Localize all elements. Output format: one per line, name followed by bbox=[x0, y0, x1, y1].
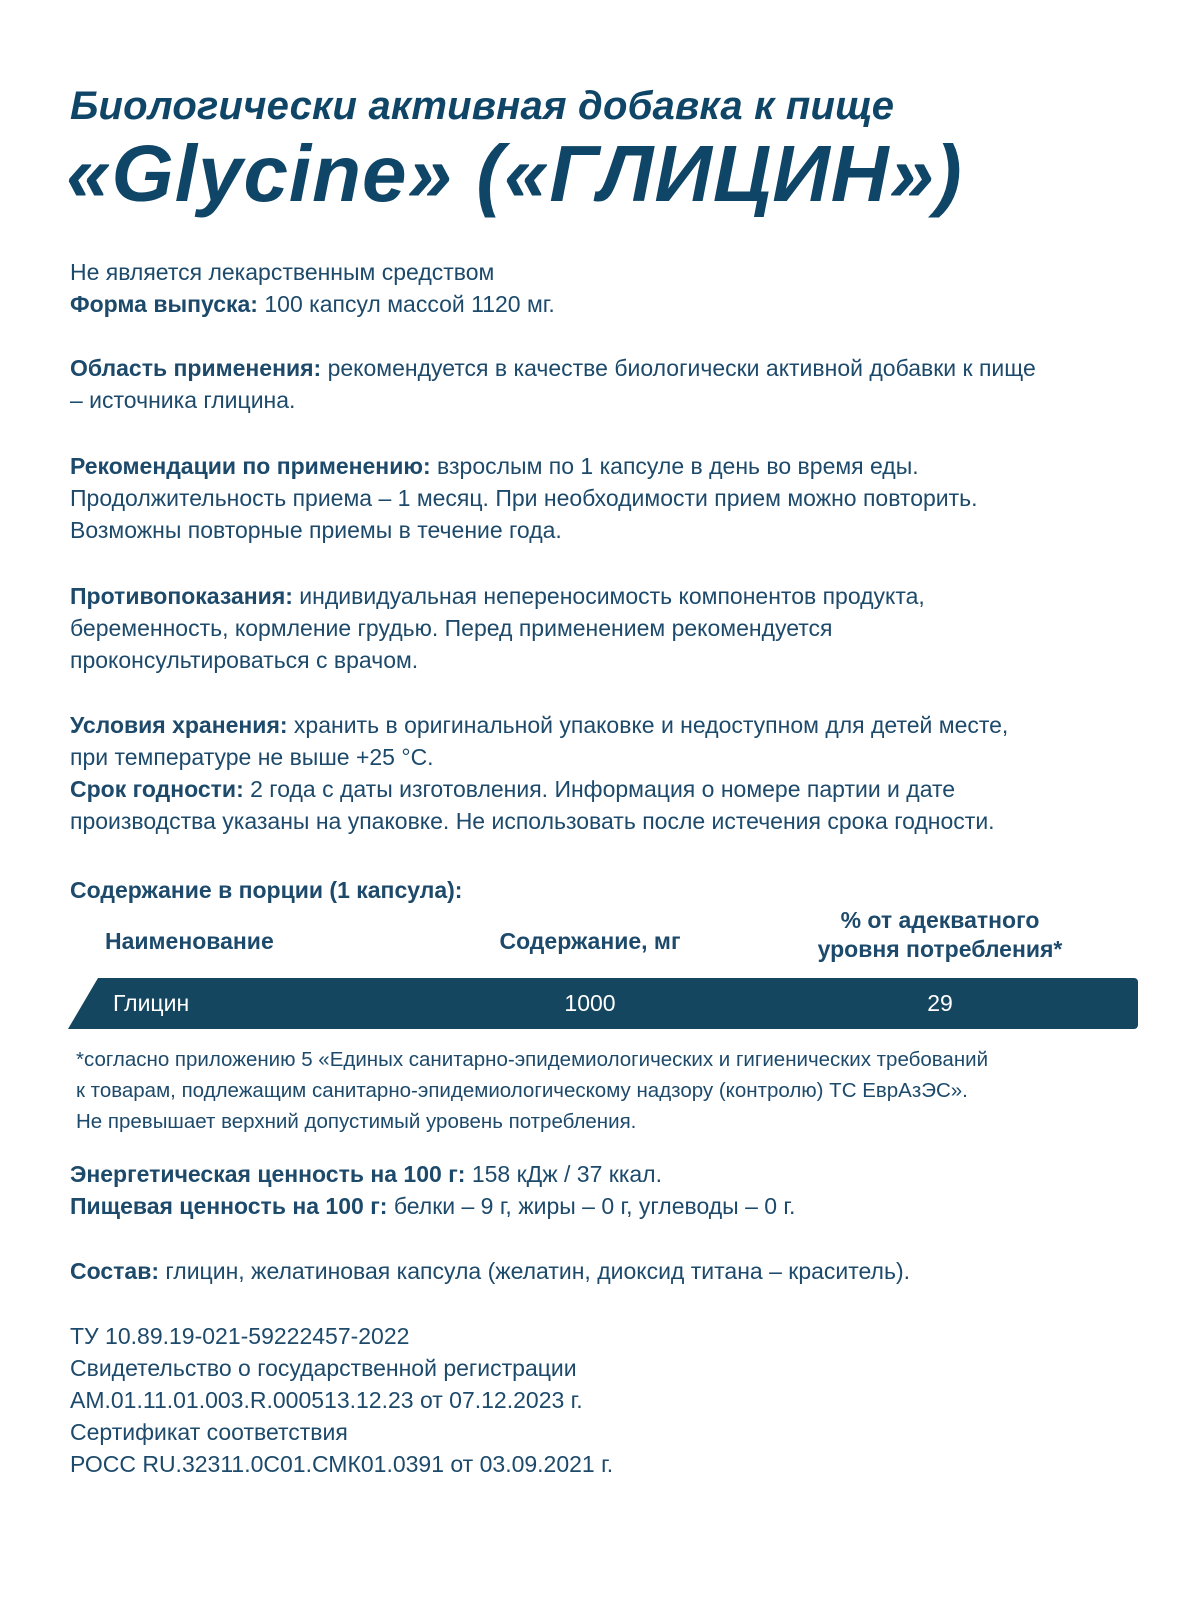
food-value: белки – 9 г, жиры – 0 г, углеводы – 0 г. bbox=[387, 1193, 796, 1219]
storage-value-2: при температуре не выше +25 °С. bbox=[70, 744, 434, 770]
column-header-percent-line-2: уровня потребления* bbox=[817, 936, 1063, 962]
application-line-1 bbox=[70, 352, 1150, 384]
column-header-content: Содержание, мг bbox=[499, 928, 681, 954]
recommendations-value-2: Продолжительность приема – 1 месяц. При необходимости прием можно повторить. bbox=[70, 485, 978, 511]
contraindications-value-2: беременность, кормление грудью. Перед применением рекомендуется bbox=[70, 615, 833, 641]
energy-label: Энергетическая ценность на 100 г: bbox=[70, 1161, 466, 1187]
footnote-line-3: Не превышает верхний допустимый уровень потребления. bbox=[76, 1110, 637, 1133]
contraindications-value-3: проконсультироваться с врачом. bbox=[70, 647, 419, 673]
energy-value: 158 кДж / 37 ккал. bbox=[465, 1161, 662, 1187]
footnote bbox=[76, 1044, 1156, 1137]
intro-section bbox=[70, 256, 1150, 320]
column-header-name: Наименование bbox=[105, 928, 274, 954]
row-percent-cell: 29 bbox=[927, 990, 953, 1016]
conformity-certificate-number: РОСС RU.32311.0С01.СМК01.0391 от 03.09.2021 г. bbox=[70, 1451, 614, 1477]
storage-line-1 bbox=[70, 709, 1150, 741]
recommendations-line-1 bbox=[70, 450, 1150, 482]
composition-value: глицин, желатиновая капсула (желатин, диоксид титана – краситель). bbox=[159, 1258, 911, 1284]
storage-section bbox=[70, 709, 1150, 837]
composition-line bbox=[70, 1255, 1150, 1287]
recommendations-label: Рекомендации по применению: bbox=[70, 453, 431, 479]
release-form bbox=[70, 288, 1150, 320]
state-registration-label: Свидетельство о государственной регистрации bbox=[70, 1355, 577, 1381]
contraindications-label: Противопоказания: bbox=[70, 583, 293, 609]
composition-label: Состав: bbox=[70, 1258, 160, 1284]
shelf-life-value-1: 2 года с даты изготовления. Информация о номере партии и дате bbox=[243, 776, 956, 802]
shelf-life-value-2: производства указаны на упаковке. Не использовать после истечения срока годности. bbox=[70, 808, 995, 834]
row-content-cell: 1000 bbox=[564, 990, 616, 1016]
footnote-line-2: к товарам, подлежащим санитарно-эпидемиологическому надзору (контролю) ТС ЕврАзЭС». bbox=[76, 1079, 968, 1102]
contraindications-line-1 bbox=[70, 580, 1150, 612]
column-header-percent bbox=[790, 906, 1090, 964]
application-section bbox=[70, 352, 1150, 416]
shelf-life-label: Срок годности: bbox=[70, 776, 244, 802]
state-registration-number: AM.01.11.01.003.R.000513.12.23 от 07.12.2023 г. bbox=[70, 1387, 583, 1413]
storage-value-1: хранить в оригинальной упаковке и недоступном для детей месте, bbox=[287, 712, 1009, 738]
energy-value-line bbox=[70, 1158, 1150, 1190]
food-value-line bbox=[70, 1190, 1150, 1222]
application-value-2: – источника глицина. bbox=[70, 387, 296, 413]
composition-section bbox=[70, 1255, 1150, 1287]
row-name-cell: Глицин bbox=[113, 990, 190, 1016]
footnote-line-1: *согласно приложению 5 «Единых санитарно-эпидемиологических и гигиенических требований bbox=[76, 1048, 989, 1071]
portion-table-title: Содержание в порции (1 капсула): bbox=[70, 877, 463, 903]
application-label: Область применения: bbox=[70, 355, 322, 381]
release-form-value: 100 капсул массой 1120 мг. bbox=[257, 291, 555, 317]
not-medicine-notice: Не является лекарственным средством bbox=[70, 259, 495, 285]
recommendations-value-3: Возможны повторные приемы в течение года. bbox=[70, 517, 562, 543]
conformity-certificate-label: Сертификат соответствия bbox=[70, 1419, 348, 1445]
registration-section bbox=[70, 1320, 1150, 1480]
title-line-1: Биологически активная добавка к пище bbox=[70, 84, 895, 128]
nutrition-section bbox=[70, 1158, 1150, 1222]
contraindications-section bbox=[70, 580, 1150, 676]
tu-number: ТУ 10.89.19-021-59222457-2022 bbox=[70, 1323, 410, 1349]
release-form-label: Форма выпуска: bbox=[70, 291, 258, 317]
recommendations-section bbox=[70, 450, 1150, 546]
food-value-label: Пищевая ценность на 100 г: bbox=[70, 1193, 388, 1219]
shelf-life-line-1 bbox=[70, 773, 1150, 805]
contraindications-value-1: индивидуальная непереносимость компонентов продукта, bbox=[292, 583, 925, 609]
application-value-1: рекомендуется в качестве биологически активной добавки к пище bbox=[321, 355, 1036, 381]
storage-label: Условия хранения: bbox=[70, 712, 288, 738]
recommendations-value-1: взрослым по 1 капсуле в день во время еды. bbox=[430, 453, 919, 479]
product-name-title: «Glycine» («ГЛИЦИН») bbox=[66, 129, 963, 218]
column-header-percent-line-1: % от адекватного bbox=[840, 907, 1040, 933]
